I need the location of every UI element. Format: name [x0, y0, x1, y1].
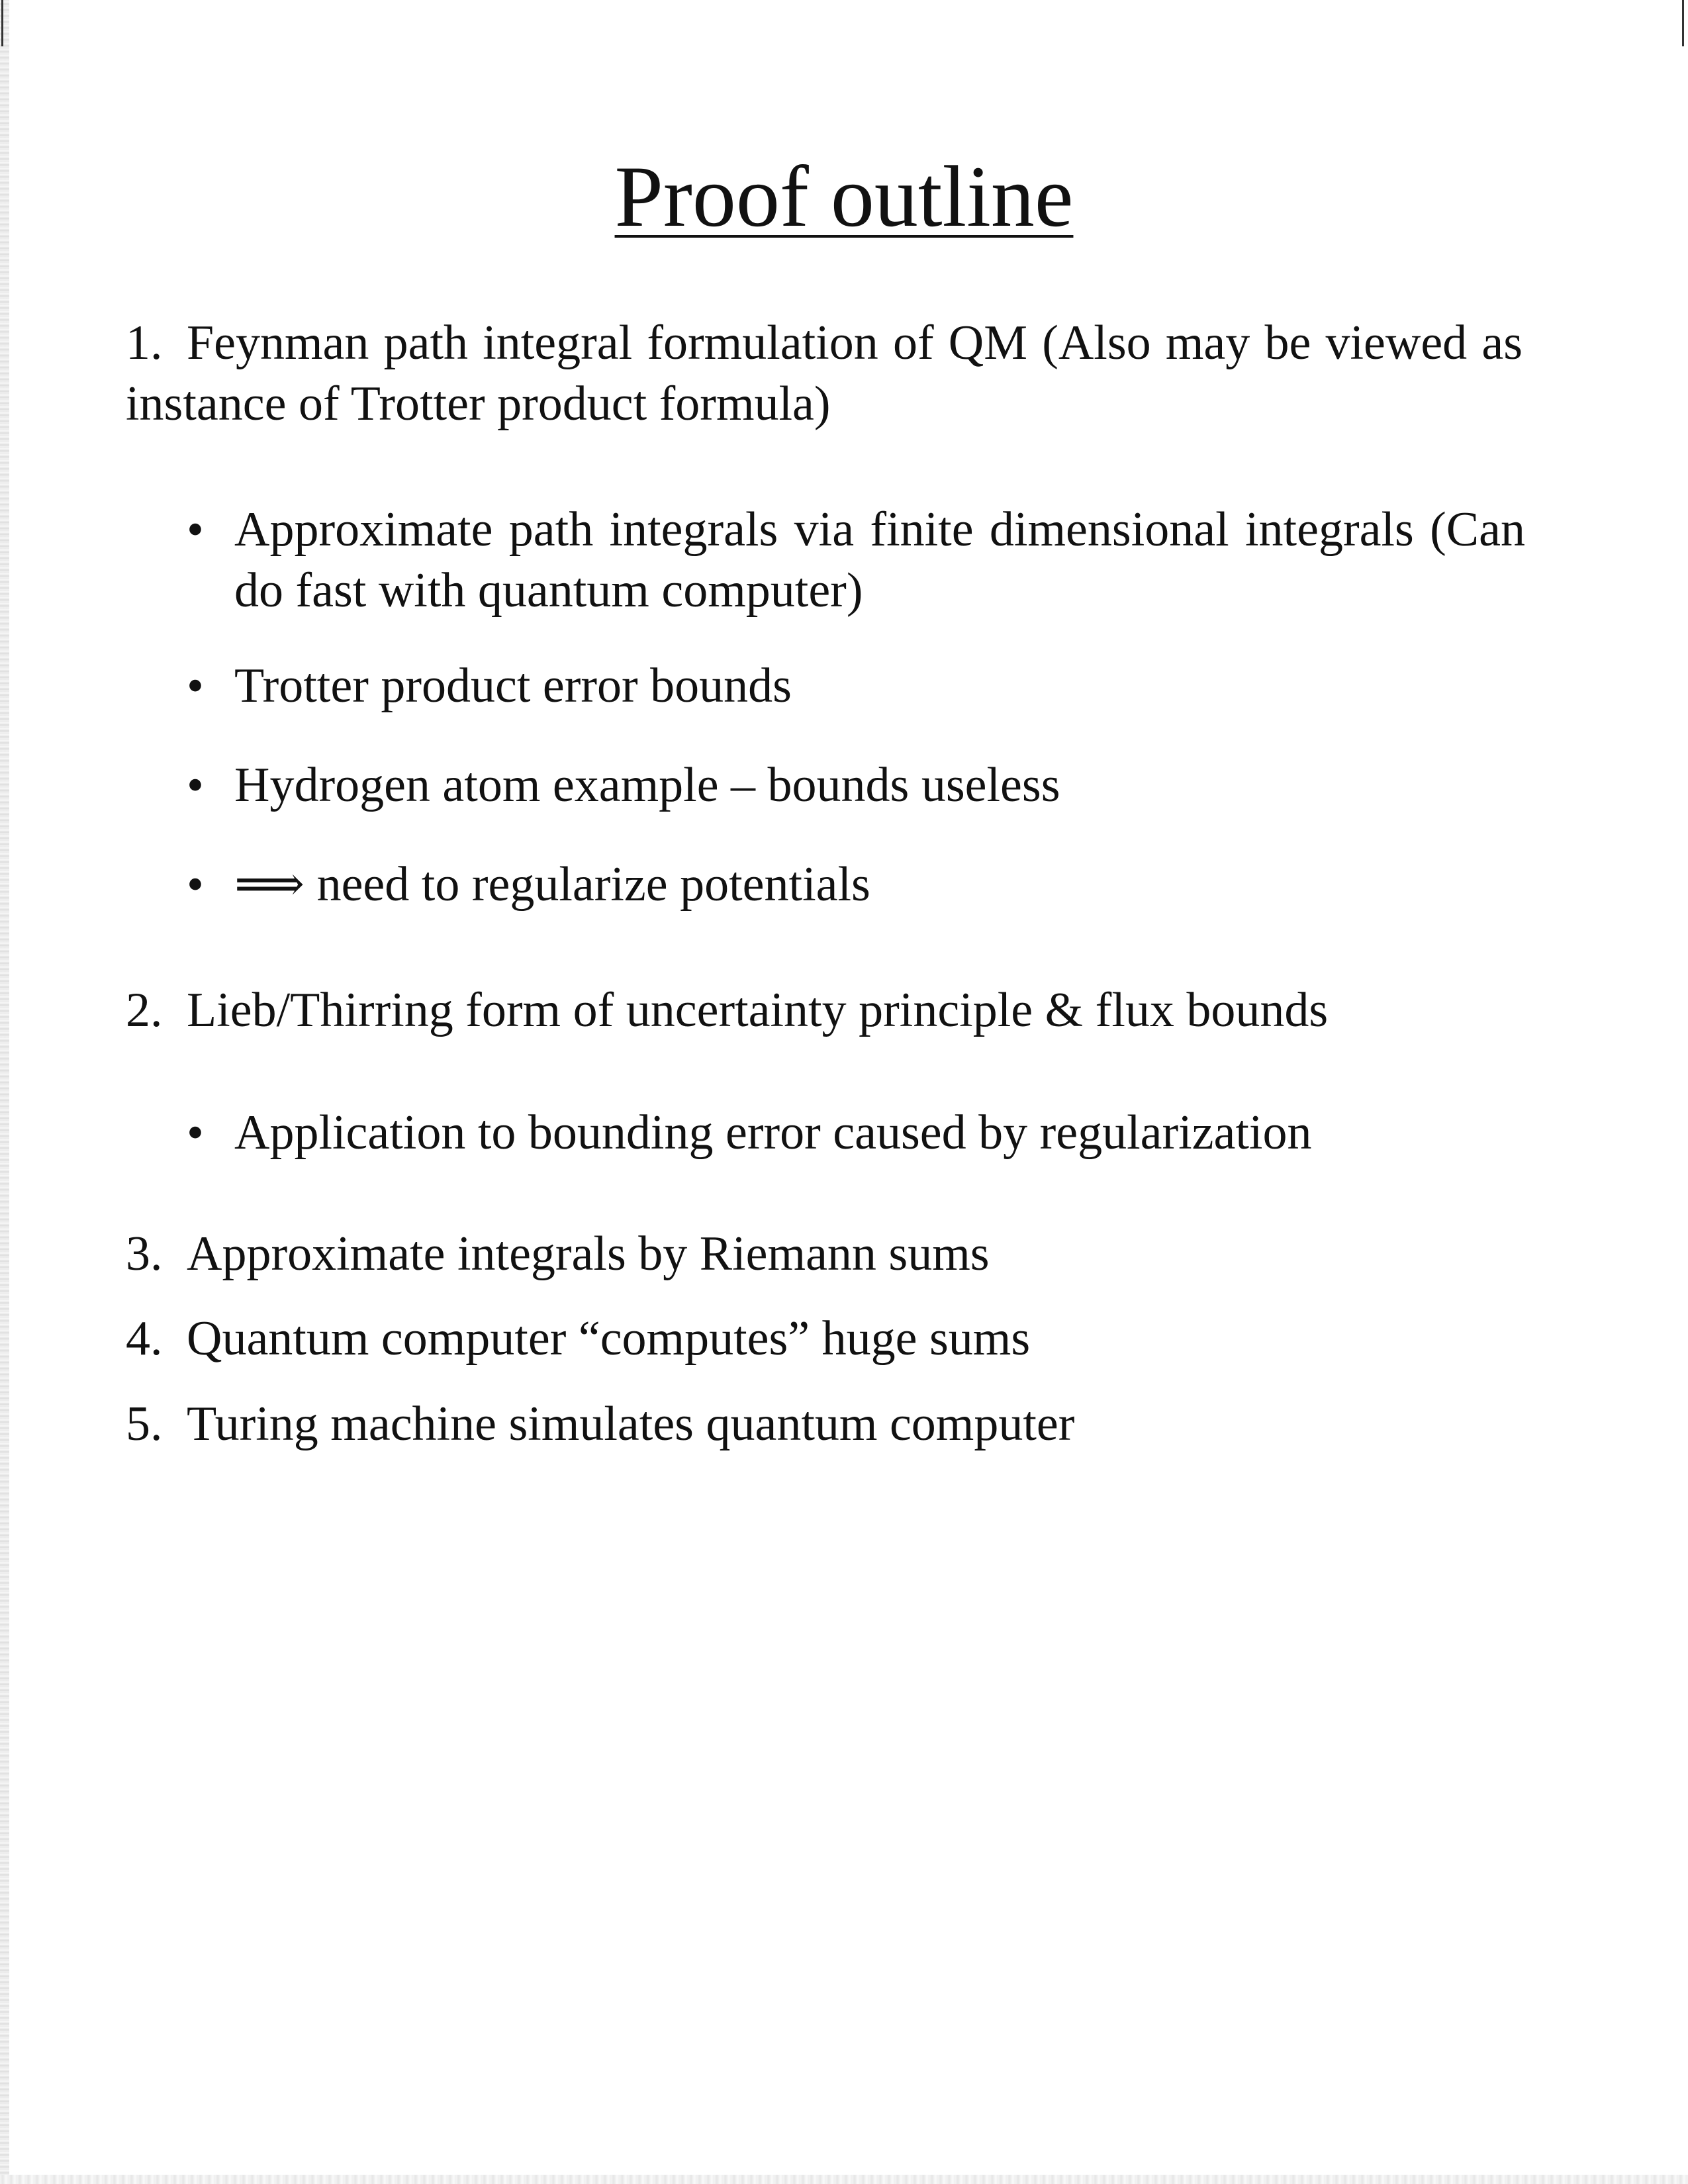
item-text: Approximate integrals by Riemann sums [187, 1227, 990, 1281]
item-text: Quantum computer “computes” huge sums [187, 1311, 1031, 1366]
outline-item-5 [126, 1394, 1523, 1454]
bullet-marker: • [187, 758, 204, 812]
scan-edge-left [0, 0, 9, 2184]
page-title: Proof outline [614, 148, 1074, 245]
item-text: Lieb/Thirring form of uncertainty principle & flux bounds [187, 983, 1329, 1037]
item-number: 1. [126, 316, 163, 370]
item-number: 5. [126, 1397, 163, 1451]
outline-item-1-bullet-1: Approximate path integrals via finite dimensional integrals (Can do fast with quantum computer) [234, 502, 1525, 618]
item-number: 4. [126, 1311, 163, 1366]
outline-item-3 [126, 1223, 1523, 1284]
bullet-marker: • [187, 659, 204, 713]
scan-mark-top-right [1682, 0, 1684, 46]
bullet-marker: • [187, 857, 204, 912]
outline-item-4 [126, 1308, 1523, 1369]
outline-item-1-bullet-3: Hydrogen atom example – bounds useless [234, 758, 1060, 812]
outline-item-2 [126, 980, 1523, 1041]
item-text: Feynman path integral formulation of QM (Also may be viewed as instance of Trotter product formula) [126, 316, 1523, 431]
bullet-marker: • [187, 1106, 204, 1160]
item-number: 3. [126, 1227, 163, 1281]
outline-item-1-bullet-2: Trotter product error bounds [234, 659, 792, 713]
item-text: Turing machine simulates quantum computer [187, 1397, 1075, 1451]
scan-mark-top-left [1, 0, 3, 46]
outline-item-2-bullet-1: Application to bounding error caused by regularization [234, 1106, 1312, 1160]
bullet-marker: • [187, 502, 204, 557]
item-number: 2. [126, 983, 163, 1037]
outline-item-1 [126, 312, 1523, 434]
outline-item-1-bullet-4: ⟹ need to regularize potentials [234, 857, 870, 912]
scan-edge-bottom [0, 2175, 1688, 2184]
